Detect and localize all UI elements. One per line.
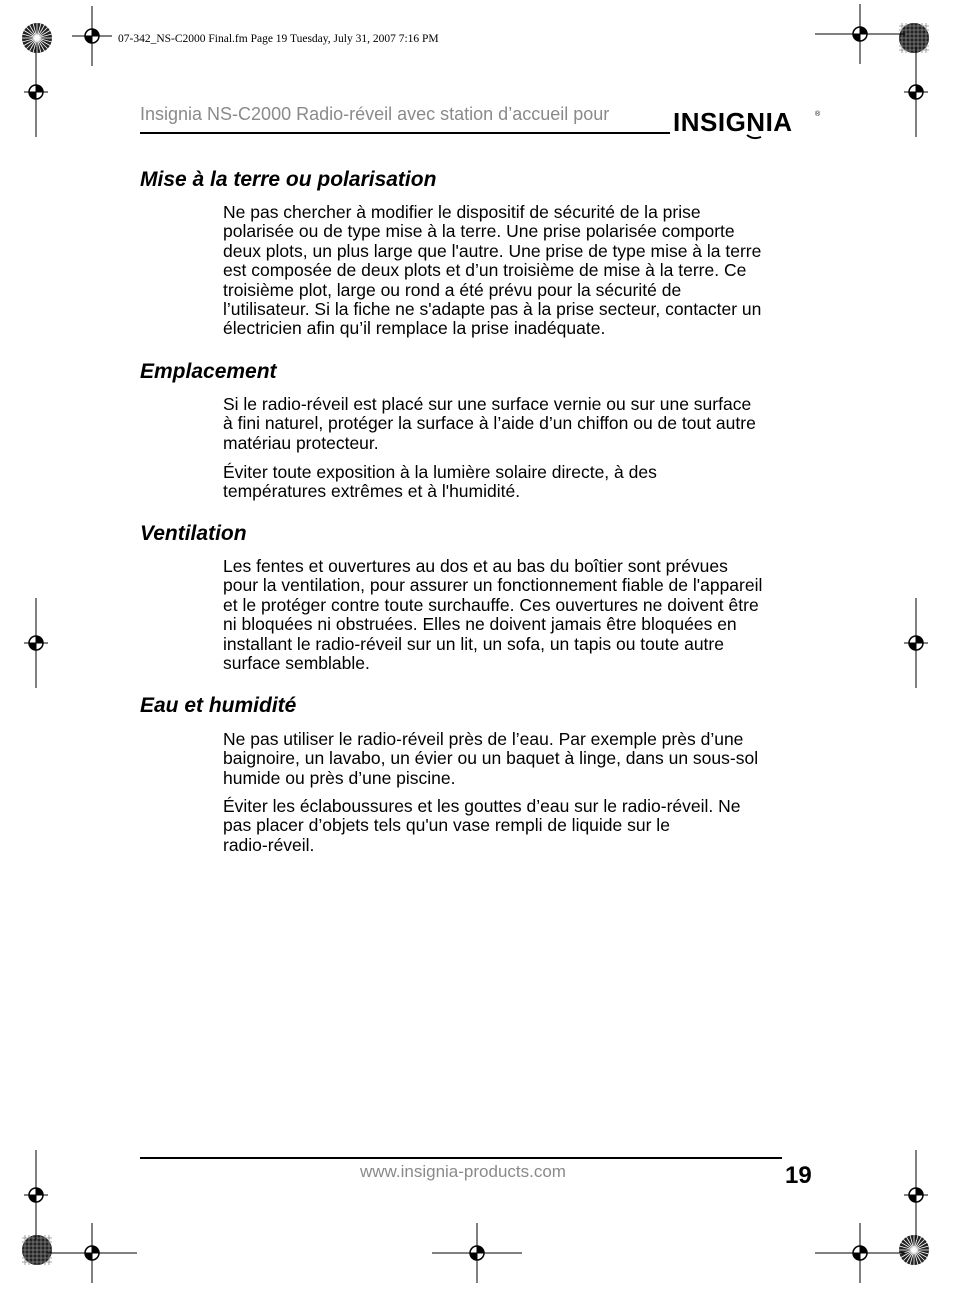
paragraph-ventilation: Les fentes et ouvertures au dos et au bas du boîtier sont prévues pour la ventilation, pour assurer un fonctionnement fiable de l'appareil et le protéger contre toute surchauffe. Ces ouvertures ne doivent être ni bloquées ni obstruées. Elles ne doivent jamais être bloquées en installant le radio-réveil sur un lit, un sofa, un tapis ou toute autre surface semblable. [223,556,763,674]
heading-eau-humidite: Eau et humidité [140,694,297,717]
registered-mark-icon: ® [815,111,821,118]
slug-line: 07-342_NS-C2000 Final.fm Page 19 Tuesday, July 31, 2007 7:16 PM [118,33,439,45]
logo-text: INSIGNIA [673,107,793,137]
header-rule [140,132,670,134]
paragraph-emplacement-2: Éviter toute exposition à la lumière solaire directe, à des températures extrêmes et à l'humidité. [223,462,657,502]
footer-url: www.insignia-products.com [360,1162,566,1181]
heading-ventilation: Ventilation [140,522,247,545]
paragraph-emplacement-1: Si le radio-réveil est placé sur une surface vernie ou sur une surface à fini naturel, protéger la surface à l’aide d’un chiffon ou de tout autre matériau protecteur. [223,394,756,453]
paragraph-eau-1: Ne pas utiliser le radio-réveil près de l’eau. Par exemple près d’une baignoire, un lavabo, un évier ou un baquet à linge, dans un sous-sol humide ou près d’une piscine. [223,729,759,788]
paragraph-eau-2: Éviter les éclaboussures et les gouttes d’eau sur le radio-réveil. Ne pas placer d’objets tels qu'un vase rempli de liquide sur le radio-réveil. [223,796,741,855]
footer-rule [140,1157,782,1159]
insignia-logo [673,104,821,140]
heading-polarisation: Mise à la terre ou polarisation [140,168,437,191]
running-header-title: Insignia NS-C2000 Radio-réveil avec station d’accueil pour [140,104,610,124]
page-number: 19 [785,1162,812,1189]
paragraph-polarisation: Ne pas chercher à modifier le dispositif de sécurité de la prise polarisée ou de type mise à la terre. Une prise polarisée comporte deux plots, un plus large que l'autre. Une prise de type mise à la terre est composée de deux plots et d’un troisième de mise à la terre. Ce troisième plot, large ou rond a été prévu pour la sécurité de l’utilisateur. Si la fiche ne s'adapte pas à la prise secteur, contacter un électricien afin qu’il remplace la prise inadéquate. [223,202,762,339]
heading-emplacement: Emplacement [140,360,277,383]
